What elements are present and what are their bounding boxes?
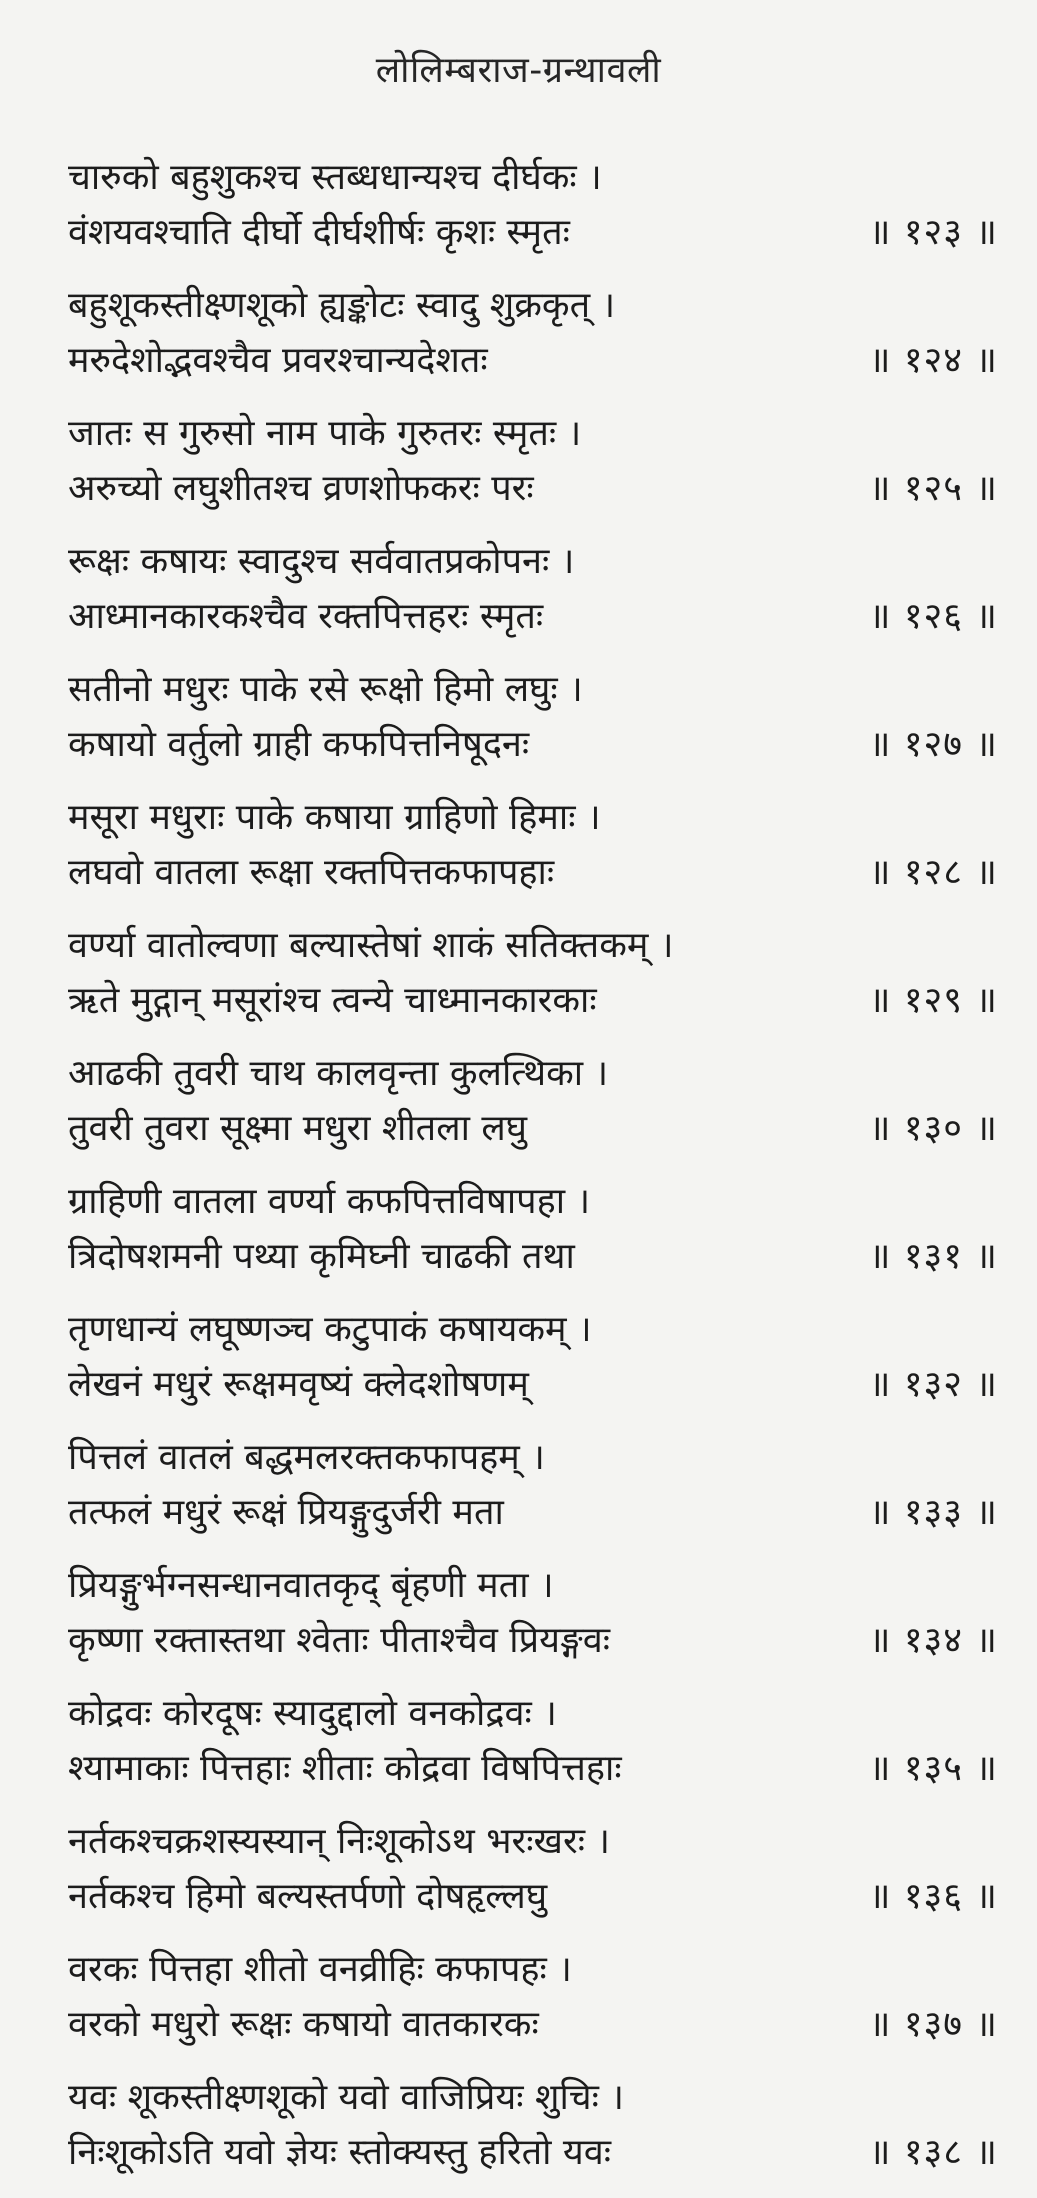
verse-line	[68, 333, 998, 388]
verse-line-text: चारुको बहुशुकश्च स्तब्धधान्यश्च दीर्घकः ।	[68, 157, 602, 198]
verse	[68, 150, 998, 260]
verse-line	[68, 2070, 998, 2125]
verse-line-text: कृष्णा रक्तास्तथा श्वेताः पीताश्चैव प्रियङ्गवः	[68, 1620, 611, 1661]
verse-line-text: जातः स गुरुसो नाम पाके गुरुतरः स्मृतः ।	[68, 413, 582, 454]
verse-line	[68, 534, 998, 589]
verse-line	[68, 1101, 998, 1156]
verse-line	[68, 662, 998, 717]
verse-line	[68, 790, 998, 845]
verse-line-text: तत्फलं मधुरं रूक्षं प्रियङ्गुदुर्जरी मता	[68, 1492, 504, 1533]
verse-line-text: वर्ण्या वातोल्वणा बल्यास्तेषां शाकं सतिक्तकम् ।	[68, 925, 674, 966]
verse-number: ॥ १३४ ॥	[868, 1620, 998, 1661]
verse-number: ॥ १३० ॥	[868, 1108, 998, 1149]
verse-line	[68, 1814, 998, 1869]
verse-line	[68, 1046, 998, 1101]
verse-line	[68, 1357, 998, 1412]
verse-line-text: ग्राहिणी वातला वर्ण्या कफपित्तविषापहा ।	[68, 1181, 591, 1222]
verse-line-text: सतीनो मधुरः पाके रसे रूक्षो हिमो लघुः ।	[68, 669, 583, 710]
verse-line-text: प्रियङ्गुर्भग्नसन्धानवातकृद् बृंहणी मता ।	[68, 1565, 554, 1606]
verse	[68, 534, 998, 644]
verse-line-text: कषायो वर्तुलो ग्राही कफपित्तनिषूदनः	[68, 724, 530, 765]
verse-line	[68, 845, 998, 900]
verse-number: ॥ १२९ ॥	[868, 980, 998, 1021]
verse-line	[68, 717, 998, 772]
verse-line	[68, 1613, 998, 1668]
verse-line-text: निःशूकोऽति यवो ज्ञेयः स्तोक्यस्तु हरितो यवः	[68, 2132, 612, 2173]
verse-line-text: कोद्रवः कोरदूषः स्यादुद्दालो वनकोद्रवः ।	[68, 1693, 557, 1734]
verse-line-text: तुवरी तुवरा सूक्ष्मा मधुरा शीतला लघु	[68, 1108, 528, 1149]
verse-line-text: आध्मानकारकश्चैव रक्तपित्तहरः स्मृतः	[68, 596, 544, 637]
verse-line-text: रूक्षः कषायः स्वादुश्च सर्ववातप्रकोपनः ।	[68, 541, 575, 582]
verse-line	[68, 1302, 998, 1357]
verse-line-text: वरकः पित्तहा शीतो वनव्रीहिः कफापहः ।	[68, 1949, 572, 1990]
verse-line	[68, 1741, 998, 1796]
verse-line	[68, 1485, 998, 1540]
verse	[68, 406, 998, 516]
verse-line-text: अरुच्यो लघुशीतश्च व्रणशोफकरः परः	[68, 468, 534, 509]
verse-line-text: वंशयवश्चाति दीर्घो दीर्घशीर्षः कृशः स्मृतः	[68, 212, 570, 253]
verse-number: ॥ १२६ ॥	[868, 596, 998, 637]
verse-number: ॥ १३८ ॥	[868, 2132, 998, 2173]
verse-line	[68, 461, 998, 516]
verse-line	[68, 1229, 998, 1284]
verse-line-text: नर्तकश्च हिमो बल्यस्तर्पणो दोषहृल्लघु	[68, 1876, 548, 1917]
verse-line-text: बहुशूकस्तीक्ष्णशूको ह्यङ्कोटः स्वादु शुक्रकृत् ।	[68, 285, 616, 326]
verse	[68, 1942, 998, 2052]
verse-line	[68, 918, 998, 973]
verse-line	[68, 150, 998, 205]
verse-line-text: वरको मधुरो रूक्षः कषायो वातकारकः	[68, 2004, 539, 2045]
verse-line	[68, 406, 998, 461]
verse-line-text: त्रिदोषशमनी पथ्या कृमिघ्नी चाढकी तथा	[68, 1236, 575, 1277]
verse-line	[68, 1686, 998, 1741]
verse-line-text: नर्तकश्चक्रशस्यस्यान् निःशूकोऽथ भरःखरः ।	[68, 1821, 611, 1862]
verse	[68, 1046, 998, 1156]
verse-line-text: यवः शूकस्तीक्ष्णशूको यवो वाजिप्रियः शुचिः ।	[68, 2077, 624, 2118]
verse-number: ॥ १३५ ॥	[868, 1748, 998, 1789]
verse-number: ॥ १२३ ॥	[868, 212, 998, 253]
verse-number: ॥ १२७ ॥	[868, 724, 998, 765]
verse	[68, 1686, 998, 1796]
verse-line-text: ऋते मुद्गान् मसूरांश्च त्वन्ये चाध्मानकारकाः	[68, 980, 597, 1021]
verse-line-text: आढकी तुवरी चाथ कालवृन्ता कुलत्थिका ।	[68, 1053, 609, 1094]
verse-number: ॥ १२८ ॥	[868, 852, 998, 893]
verse-line-text: लेखनं मधुरं रूक्षमवृष्यं क्लेदशोषणम्	[68, 1364, 529, 1405]
verse-line	[68, 1174, 998, 1229]
verse	[68, 1302, 998, 1412]
verse-line-text: तृणधान्यं लघूष्णञ्च कटुपाकं कषायकम् ।	[68, 1309, 592, 1350]
verse-line	[68, 973, 998, 1028]
verse-line	[68, 205, 998, 260]
verse	[68, 918, 998, 1028]
verse-number: ॥ १२४ ॥	[868, 340, 998, 381]
verse-line-text: लघवो वातला रूक्षा रक्तपित्तकफापहाः	[68, 852, 555, 893]
verse-line-text: पित्तलं वातलं बद्धमलरक्तकफापहम् ।	[68, 1437, 545, 1478]
verse	[68, 1558, 998, 1668]
verse	[68, 662, 998, 772]
verse-line	[68, 278, 998, 333]
verse-line-text: श्यामाकाः पित्तहाः शीताः कोद्रवा विषपित्तहाः	[68, 1748, 622, 1789]
verse-line	[68, 1869, 998, 1924]
verse	[68, 1430, 998, 1540]
verse	[68, 2070, 998, 2180]
verse-number: ॥ १३७ ॥	[868, 2004, 998, 2045]
verse	[68, 1174, 998, 1284]
verse-number: ॥ १३२ ॥	[868, 1364, 998, 1405]
verse-line	[68, 1430, 998, 1485]
verse-number: ॥ १३३ ॥	[868, 1492, 998, 1533]
verse-line	[68, 1558, 998, 1613]
verse-number: ॥ १३६ ॥	[868, 1876, 998, 1917]
verse-list	[68, 150, 998, 2198]
verse	[68, 1814, 998, 1924]
verse-line	[68, 589, 998, 644]
running-head: लोलिम्बराज-ग्रन्थावली	[375, 50, 662, 91]
verse-line-text: मसूरा मधुराः पाके कषाया ग्राहिणो हिमाः ।	[68, 797, 601, 838]
verse	[68, 278, 998, 388]
verse-line-text: मरुदेशोद्भवश्चैव प्रवरश्चान्यदेशतः	[68, 340, 488, 381]
verse-line	[68, 2125, 998, 2180]
verse-line	[68, 1942, 998, 1997]
verse-number: ॥ १२५ ॥	[868, 468, 998, 509]
verse-line	[68, 1997, 998, 2052]
verse-number: ॥ १३१ ॥	[868, 1236, 998, 1277]
verse	[68, 790, 998, 900]
